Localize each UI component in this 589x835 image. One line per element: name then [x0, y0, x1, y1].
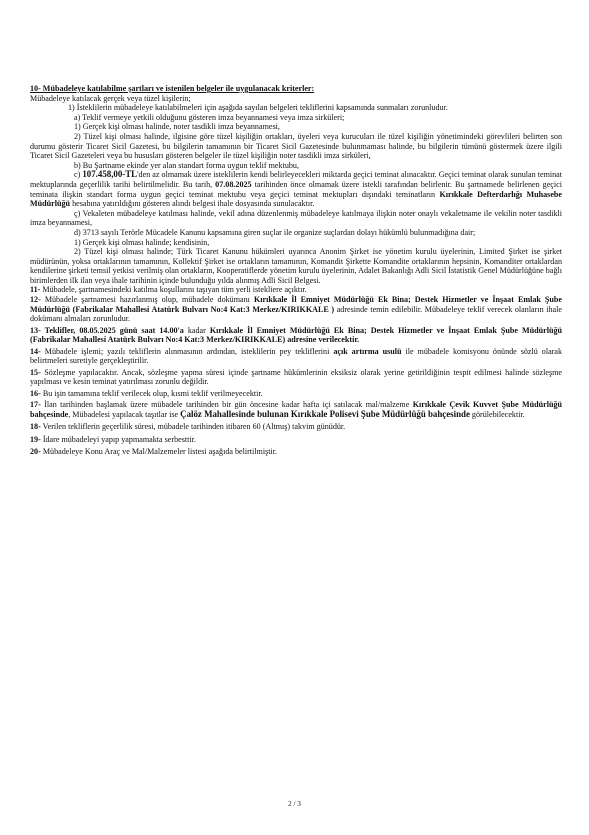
item-d-paragraph [30, 228, 562, 238]
section-20-text: Mübadeleye Konu Araç ve Mal/Malzemeler listesi aşağıda belirtilmiştir. [40, 447, 278, 457]
section-14-paragraph [30, 347, 562, 366]
section-14-text-2: ile mübadele komisyonu önünde sözlü olarak belirtmeleri suretiyle gerçekleştirilir. [30, 346, 562, 366]
document-body [30, 84, 562, 457]
section-17-text-1: İlan tarihinden başlamak üzere mübadele tarihinden bir gün öncesine kadar hafta içi satılacak mal/malzeme [40, 399, 413, 409]
bank-account-name: Kırıkkale Defterdarlığı Muhasebe Müdürlüğü [30, 189, 563, 209]
item-c-label: c) [74, 170, 83, 180]
section-18-text: Verilen tekliflerin geçerlilik süresi, mübadele tarihinden itibaren 60 (Altmış) takvim günüdür. [40, 422, 346, 432]
section-19-number: 19- [30, 434, 41, 444]
section-12-text-2: adresinde temin edilebilir. Mübadeleye teklif verecek olanların ihale dokümanı almaları zorunludur. [30, 304, 562, 324]
section-16-text: Bu işin tamamına teklif verilecek olup, kısmi teklif verilmeyecektir. [40, 388, 263, 398]
section-19-text: İdare mübadeleyi yapıp yapmamakta serbesttir. [40, 434, 196, 444]
page-number: 2 / 3 [288, 800, 301, 808]
section-13-number: 13- [30, 325, 41, 335]
guarantee-amount: 107.458,00-TL [82, 169, 138, 180]
section-18-paragraph [30, 422, 562, 432]
section-15-text: Sözleşme yapılacaktır. Ancak, sözleşme yapma süresi içinde şartname hükümlerinin eksiksiz olarak yerine getirildiğinin tespit edilmesi halinde sözleşme yapılması ve kesin teminat yatırılması zorunlu değildir. [30, 367, 562, 387]
section-16-paragraph [30, 389, 562, 399]
inspection-place-vehicles: Çalöz Mahallesinde bulunan Kırıkkale Polisevi Şube Müdürlüğü bahçesinde [180, 408, 470, 419]
section-17-text-2: , Mübadelesi yapılacak taşıtlar ise [68, 409, 181, 419]
item-a1-paragraph: 1) Gerçek kişi olması halinde, noter tasdikli imza beyannamesi, [74, 122, 280, 132]
item-a2-paragraph [30, 132, 562, 161]
item-d2-paragraph [30, 247, 562, 285]
section-10-heading: 10- Mübadeleye katılabilme şartları ve istenilen belgeler ile uygulanacak kriterler: [30, 84, 315, 93]
item-cc-paragraph [30, 209, 562, 228]
section-12-text-1: Mübadele şartnamesi hazırlanmış olup, mübadele dokümanı [40, 295, 254, 305]
section-12-number: 12- [30, 295, 41, 305]
section-13-text: kadar [183, 325, 210, 335]
bid-deadline: Teklifler, 08.05.2025 günü saat 14.00'a [40, 325, 184, 335]
item-cc-text: ç) Vekaleten mübadeleye katılması halinde, vekil adına düzenlenmiş mübadeleye katılmaya ilişkin noter onaylı vekaletname ile vekilin noter tasdikli imza beyannamesi, [30, 208, 562, 228]
item-c-paragraph [30, 170, 562, 208]
item-a2-text: 2) Tüzel kişi olması halinde, ilgisine göre tüzel kişiliğin ortakları, üyeleri veya kurucuları ile tüzel kişiliğin yönetimindeki görevlileri belirten son durumu gösterir Ticaret Sicil Gazetesi, bu bilgilerin tamamının bir Ticaret Sicil Gazetesinde bulunmaması halinde, bu bilgilerin tümünü göstermek üzere ilgili Ticaret Sicil Gazeteleri veya bu hususları gösteren belgeler ile tüzel kişiliğin noter tasdikli imza sirküleri, [30, 131, 562, 161]
bid-address: Kırıkkale İl Emniyet Müdürlüğü Ek Bina; Destek Hizmetler ve İnşaat Emlak Şube Müdürlüğü (Fabrikalar Mahallesi Atatürk Bulvarı No:4 Kat:3 Merkez/KIRIKKALE) adresine verilecektir. [30, 325, 562, 345]
item-c-text-2: tarihinden önce olmamak üzere istekli tarafından belirlenir. Bu şartnamede belirlenen geçici teminata ilişkin standart forma uygun geçici teminat mektubu veya geçici teminat mektupları dışındaki teminatların [30, 179, 562, 199]
section-17-paragraph [30, 400, 562, 419]
section-13-paragraph [30, 326, 562, 345]
inspection-place-goods: Kırıkkale Çevik Kuvvet Şube Müdürlüğü bahçesinde [30, 399, 563, 419]
item-c-text-3: hesabına yatırıldığını gösteren alındı belgesi ihale dosyasında sunulacaktır. [70, 199, 315, 209]
auction-method: açık artırma usulü [333, 346, 402, 356]
section-20-number: 20- [30, 447, 41, 457]
section-14-text-1: Mübadele işlemi; yazılı tekliflerin alınmasının ardından, isteklilerin pey tekliflerini [40, 346, 334, 356]
section-19-paragraph [30, 435, 562, 445]
section-14-number: 14- [30, 346, 41, 356]
section-18-number: 18- [30, 422, 41, 432]
item-d1-paragraph: 1) Gerçek kişi olması halinde; kendisinin, [74, 237, 210, 247]
item-d-text: d) 3713 sayılı Terörle Mücadele Kanunu kapsamına giren suçlar ile organize suçlardan dolayı hükümlü bulunmadığına dair; [74, 227, 476, 237]
section-20-paragraph [30, 447, 562, 457]
document-address: Kırıkkale İl Emniyet Müdürlüğü Ek Bina; Destek Hizmetler ve İnşaat Emlak Şube Müdürlüğü (Fabrikalar Mahallesi Atatürk Bulvarı No:4 Kat:3 Merkez/KIRIKKALE ) [30, 295, 562, 314]
section-12-paragraph [30, 295, 562, 324]
section-15-number: 15- [30, 367, 41, 377]
item-a-paragraph: a) Teklif vermeye yetkili olduğunu gösteren imza beyannamesi veya imza sirküleri; [74, 112, 345, 122]
guarantee-date: 07.08.2025 [215, 179, 252, 189]
section-11-text: Mübadele, şartnamesindeki katılma koşullarını taşıyan tüm yerli istekliere açıktır. [40, 285, 307, 295]
section-17-text-3: görülebilecektir. [469, 409, 525, 419]
item-1-paragraph: 1) İsteklilerin mübadeleye katılabilmeleri için aşağıda sayılan belgeleri tekliflerini kapsamında sunmaları zorunludur. [68, 103, 448, 113]
item-d2-text: 2) Tüzel kişi olması halinde; Türk Ticaret Kanunu hükümleri uyarınca Anonim Şirket ise yönetim kurulu üyelerinin, Limited Şirket ise şirket müdürünün, yoksa ortaklarının tamamının, Kollektif Şirket ise ortakların tamamının, Komandit Şirkette Komandite ortaklarının hepsinin, Komanditer ortaklardan kendilerine şirketi temsil yetkisi verilmiş olan ortakların, Kooperatiflerde yönetim kurulu üyelerinin, Adalet Bakanlığı Adli Sicil İstatistik Genel Müdürlüğüne bağlı birimlerden ilk ilan veya ihale tarihinin içinde bulunduğu yılda alınmış Adli Sicil Belgesi. [30, 247, 562, 285]
item-c-text-1: 'den az olmamak üzere isteklilerin kendi belirleyecekleri miktarda geçici teminat alınacaktır. Geçici teminat olarak sunulan teminat mektuplarında geçerlilik tarihi belirtilmelidir. Bu tarih, [30, 170, 563, 189]
section-16-number: 16- [30, 388, 41, 398]
item-b-paragraph: b) Bu Şartname ekinde yer alan standart forma uygun teklif mektubu, [74, 160, 299, 170]
section-15-paragraph [30, 368, 562, 387]
section-17-number: 17- [30, 399, 41, 409]
intro-paragraph: Mübadeleye katılacak gerçek veya tüzel kişilerin; [30, 93, 191, 103]
section-11-number: 11- [30, 285, 41, 295]
section-11-paragraph [30, 285, 562, 295]
